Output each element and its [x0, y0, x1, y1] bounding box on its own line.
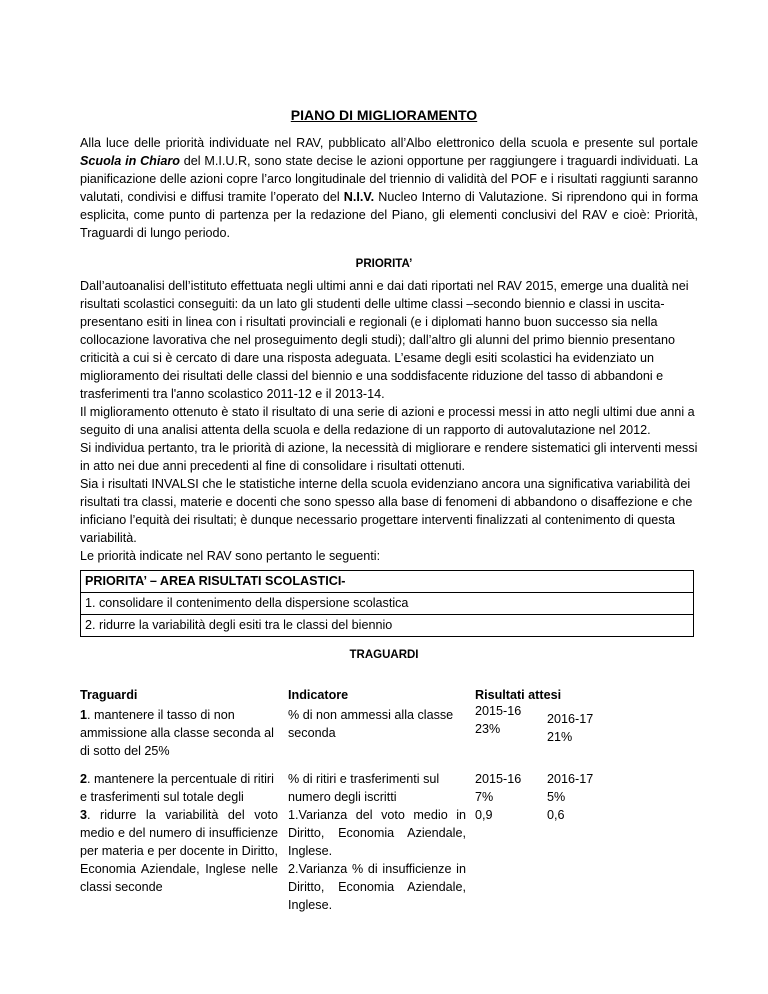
priorita-paragraph: Si individua pertanto, tra le priorità di azione, la necessità di migliorare e rendere sistematici gli interventi messi in atto nei due anni precedenti al fine di consolidare i risultati ottenuti. [80, 441, 698, 473]
priorita-paragraph: Il miglioramento ottenuto è stato il risultato di una serie di azioni e processi messi in atto negli ultimi due anni a seguito di una analisi attenta della scuola e della redazione di un rapporto di autovalutazione nel 2012. [80, 405, 695, 437]
indicatore-3b: 2.Varianza % di insufficienze in Diritto, Economia Aziendale, Inglese. [288, 862, 466, 912]
t2-value-2: 5% [547, 790, 566, 804]
t1-value-1: 23% [475, 722, 501, 736]
indicatore-1: % di non ammessi alla classe seconda [288, 708, 454, 740]
page-title: PIANO DI MIGLIORAMENTO [290, 107, 478, 123]
traguardo-1-text: . mantenere il tasso di non ammissione alla classe seconda al di sotto del 25% [80, 708, 274, 758]
traguardo-2 [80, 770, 280, 806]
t1-year-2: 2016-17 [547, 712, 594, 726]
traguardi-heading: TRAGUARDI [349, 649, 419, 661]
t2-year-2: 2016-17 [547, 772, 594, 786]
intro-text-3: Nucleo Interno di Valutazione. Si riprendono qui in forma esplicita, come punto di partenza per la redazione del Piano, gli elementi conclusivi del RAV e cioè: Priorità, Traguardi di lungo periodo. [80, 190, 698, 240]
t2-value-1: 7% [475, 790, 494, 804]
traguardo-3 [80, 806, 278, 896]
t1-year-1: 2015-16 [475, 704, 522, 718]
priorita-table [80, 570, 694, 637]
priorita-table-header: PRIORITA’ – AREA RISULTATI SCOLASTICI- [81, 571, 694, 593]
t3-value-2: 0,6 [547, 808, 565, 822]
indicatore-2: % di ritiri e trasferimenti sul numero degli iscritti [288, 772, 440, 804]
priorita-table-row: 2. ridurre la variabilità degli esiti tra le classi del biennio [81, 615, 694, 637]
col-header-risultati: Risultati attesi [475, 688, 562, 702]
traguardo-2-number: 2 [80, 772, 88, 786]
intro-text-2: del M.I.U.R, sono state decise le azioni opportune per raggiungere i traguardi individuati. La pianificazione delle azioni copre l’arco longitudinale del triennio di validità del POF e i risultati raggiunti saranno valutati, condivisi e diffusi tramite l’operato del [80, 154, 698, 204]
t3-value-1: 0,9 [475, 808, 493, 822]
col-header-indicatore: Indicatore [288, 688, 349, 702]
intro-paragraph [80, 134, 698, 242]
t1-value-2: 21% [547, 730, 573, 744]
niv-label: N.I.V. [343, 190, 375, 204]
traguardo-1-number: 1 [80, 708, 88, 722]
priorita-paragraph: Sia i risultati INVALSI che le statistiche interne della scuola evidenziano ancora una significativa variabilità dei risultati tra classi, materie e docenti che sono spesso alla base di fenomeni di abbandono o disaffezione e che inficiano l’equità dei risultati; è dunque necessario progettare interventi finalizzati al contenimento di questa variabilità. [80, 477, 693, 545]
t2-year-1: 2015-16 [475, 772, 522, 786]
priorita-heading: PRIORITA’ [355, 258, 413, 270]
col-header-traguardi: Traguardi [80, 688, 138, 702]
indicatore-3a: 1.Varianza del voto medio in Diritto, Economia Aziendale, Inglese. [288, 808, 466, 858]
traguardo-2-text: . mantenere la percentuale di ritiri e trasferimenti sul totale degli [80, 772, 274, 804]
intro-text-1: Alla luce delle priorità individuate nel RAV, pubblicato all’Albo elettronico della scuola e presente sul portale [80, 136, 698, 150]
priorita-paragraph: Dall’autoanalisi dell’istituto effettuata negli ultimi anni e dai dati riportati nel RAV 2015, emerge una dualità nei risultati scolastici conseguiti: da un lato gli studenti delle ultime classi –secondo biennio e classi in uscita- presentano esiti in linea con i risultati provinciali e regionali (e i diplomati hanno buon successo sia nella collocazione lavorativa che nel proseguimento degli studi); dall’altro gli alunni del primo biennio presentano criticità a cui si è cercato di dare una risposta adeguata. L’esame degli esiti scolastici ha evidenziato un miglioramento dei risultati delle classi del biennio e una soddisfacente riduzione del tasso di abbandoni e trasferimenti tra l'anno scolastico 2011-12 e il 2013-14. [80, 279, 689, 401]
portal-name: Scuola in Chiaro [80, 154, 180, 168]
traguardo-3-text: . ridurre la variabilità del voto medio e del numero di insufficienze per materia e per docente in Diritto, Economia Aziendale, Inglese nelle classi seconde [80, 808, 278, 894]
traguardo-1 [80, 706, 280, 760]
priorita-paragraph: Le priorità indicate nel RAV sono pertanto le seguenti: [80, 549, 381, 563]
priorita-body [80, 277, 702, 565]
traguardo-3-number: 3 [80, 808, 88, 822]
priorita-table-row: 1. consolidare il contenimento della dispersione scolastica [81, 593, 694, 615]
